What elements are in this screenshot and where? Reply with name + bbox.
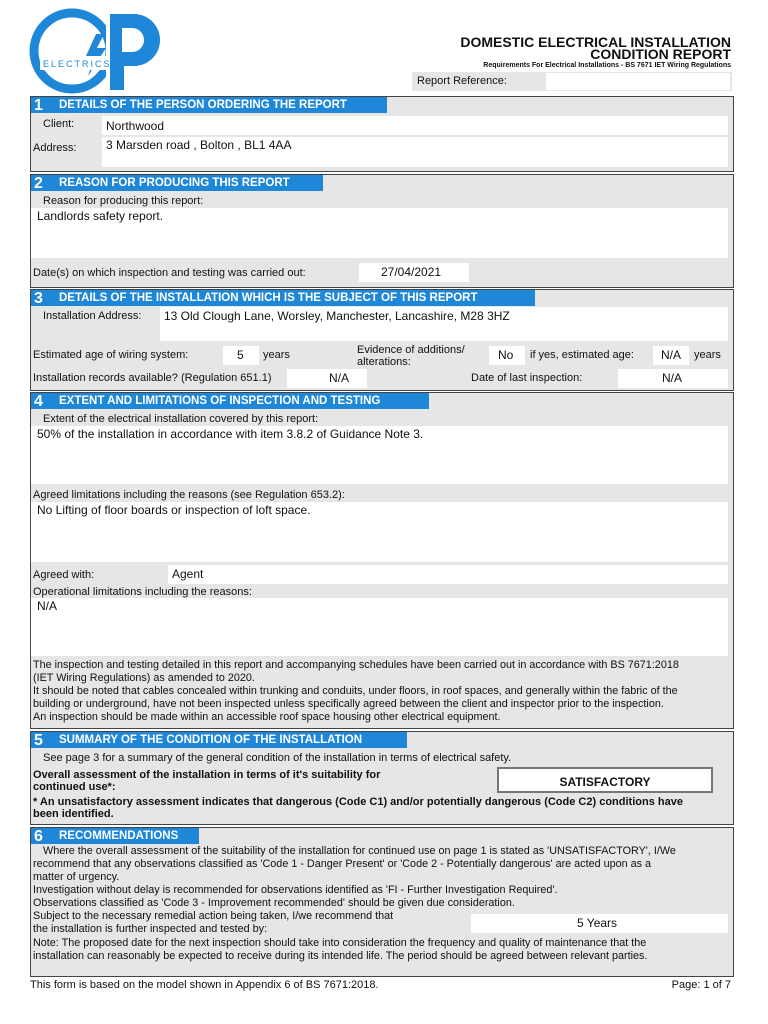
evidence-label: Evidence of additions/ alterations: [357, 344, 465, 368]
report-title-line1: DOMESTIC ELECTRICAL INSTALLATION [460, 34, 731, 50]
recommendations-note: Note: The proposed date for the next inspection should take into consideration the frequency and quality of maintenance that the installation can reasonably be expected to receive during its intended life. The period should be agreed between relevant parties. [33, 937, 648, 962]
wiring-age-unit: years [263, 349, 290, 361]
installation-address-label: Installation Address: [43, 310, 142, 322]
section-5-header: 5 SUMMARY OF THE CONDITION OF THE INSTALLATION [31, 732, 407, 748]
operational-label: Operational limitations including the reasons: [33, 586, 252, 598]
report-subtitle: Requirements For Electrical Installations - BS 7671 IET Wiring Regulations [483, 62, 731, 69]
section-installation-details [30, 289, 734, 391]
inspection-dates-field[interactable]: 27/04/2021 [359, 263, 469, 282]
section-summary [30, 731, 734, 825]
wiring-age-label: Estimated age of wiring system: [33, 349, 189, 361]
report-title-line2: CONDITION REPORT [590, 46, 731, 62]
client-field[interactable]: Northwood [102, 116, 728, 135]
overall-assessment-value[interactable]: SATISFACTORY [497, 767, 713, 793]
report-reference-field[interactable] [546, 73, 730, 90]
last-inspection-label: Date of last inspection: [471, 372, 583, 384]
section-3-header: 3 DETAILS OF THE INSTALLATION WHICH IS THE SUBJECT OF THIS REPORT [31, 290, 535, 306]
operational-field[interactable]: N/A [31, 598, 728, 656]
next-inspection-field[interactable]: 5 Years [471, 914, 728, 933]
company-logo [26, 4, 160, 98]
address-label: Address: [33, 142, 77, 154]
if-yes-age-unit: years [694, 349, 721, 361]
section-person-ordering [30, 96, 734, 172]
wiring-age-field[interactable]: 5 [223, 346, 259, 365]
extent-label: Extent of the electrical installation covered by this report: [43, 413, 319, 425]
agreed-with-label: Agreed with: [33, 569, 95, 581]
section-1-header: 1 DETAILS OF THE PERSON ORDERING THE REPORT [31, 97, 387, 113]
records-label: Installation records available? (Regulation 651.1) [33, 372, 272, 384]
client-label: Client: [43, 118, 75, 130]
section-6-header: 6 RECOMMENDATIONS [31, 828, 199, 844]
last-inspection-field[interactable]: N/A [618, 369, 728, 388]
inspection-notes: The inspection and testing detailed in this report and accompanying schedules have been carried out in accordance with BS 7671:2018 (IET Wiring Regulations) as amended to 2020. It should be noted that cables concealed within trunking and conduits, under floors, in roof spaces, and generally within the fabric of the building or underground, have not been inspected unless specifically agreed between the client and inspector prior to the inspection. An inspection should be made within an accessible roof space housing other electrical equipment. [33, 659, 679, 723]
logo-text: ELECTRICS [43, 59, 112, 69]
recommendations-text: Where the overall assessment of the suitability of the installation for continued use on page 1 is stated as 'UNSATISFACTORY', I/We recommend that any observations classified as 'Code 1 - Danger Present' or 'Code 2 - Potentially dangerous' are acted upon as a matter of urgency. Investigation without delay is recommended for observations identified as 'FI - Further Investigation Required'. Observations classified as 'Code 3 - Improvement recommended' should be given due consideration. Subject to the necessary remedial action being taken, I/we recommend that the installation is further inspected and tested by: [33, 845, 676, 935]
section-reason [30, 174, 734, 288]
inspection-dates-label: Date(s) on which inspection and testing was carried out: [33, 267, 306, 279]
address-field[interactable]: 3 Marsden road , Bolton , BL1 4AA [102, 137, 728, 167]
unsatisfactory-note: * An unsatisfactory assessment indicates that dangerous (Code C1) and/or potentially dangerous (Code C2) conditions have been identified. [33, 796, 683, 820]
overall-assessment-label: Overall assessment of the installation in terms of it's suitability for continued use*: [33, 769, 381, 793]
see-page-note: See page 3 for a summary of the general condition of the installation in terms of electrical safety. [43, 752, 512, 764]
report-reference-label: Report Reference: [417, 75, 507, 87]
report-reference-row [412, 72, 732, 91]
section-recommendations [30, 827, 734, 977]
extent-field[interactable]: 50% of the installation in accordance with item 3.8.2 of Guidance Note 3. [31, 426, 728, 484]
footer-model-note: This form is based on the model shown in Appendix 6 of BS 7671:2018. [30, 979, 379, 991]
limitations-field[interactable]: No Lifting of floor boards or inspection of loft space. [31, 502, 728, 562]
section-2-header: 2 REASON FOR PRODUCING THIS REPORT [31, 175, 323, 191]
records-field[interactable]: N/A [287, 369, 367, 388]
reason-label: Reason for producing this report: [43, 195, 204, 207]
agreed-with-field[interactable]: Agent [168, 565, 728, 584]
limitations-label: Agreed limitations including the reasons (see Regulation 653.2): [33, 489, 345, 501]
installation-address-field[interactable]: 13 Old Clough Lane, Worsley, Manchester, Lancashire, M28 3HZ [160, 307, 728, 341]
page-number: Page: 1 of 7 [671, 979, 731, 991]
if-yes-age-label: if yes, estimated age: [530, 349, 634, 361]
evidence-field[interactable]: No [489, 346, 525, 365]
section-4-header: 4 EXTENT AND LIMITATIONS OF INSPECTION AND TESTING [31, 393, 429, 409]
reason-field[interactable]: Landlords safety report. [31, 208, 728, 258]
if-yes-age-field[interactable]: N/A [653, 346, 689, 365]
section-extent-limitations [30, 392, 734, 729]
